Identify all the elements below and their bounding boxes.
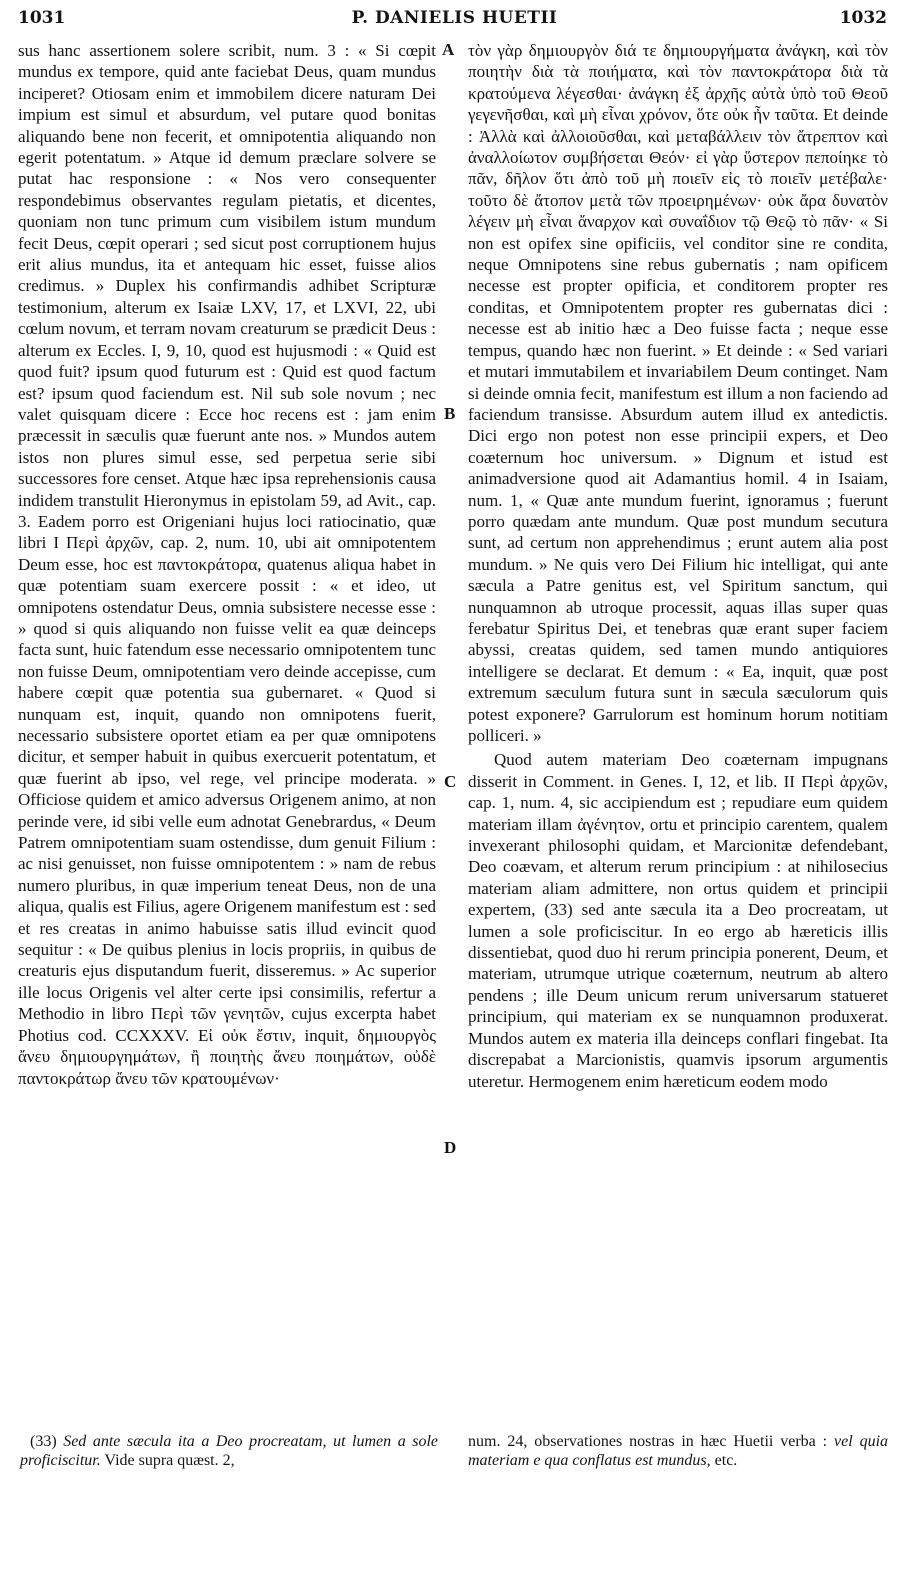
left-column — [18, 40, 436, 1089]
footnote-quote: vel quia materiam e qua conflatus est mundus, — [468, 1433, 889, 1469]
footnote-italic-text: Sed ante sæcula ita a Deo procreatam, ut lumen a sole proficiscitur. — [20, 1433, 439, 1469]
footnote-continuation: num. 24, observationes nostras in hæc Huetii verba : — [468, 1433, 828, 1450]
page-number-left: 1031 — [18, 8, 66, 28]
page-header — [0, 6, 909, 34]
right-column — [468, 40, 888, 1092]
margin-letter-d: D — [444, 1138, 457, 1157]
footnote-number: (33) — [30, 1433, 57, 1450]
footnote-end: etc. — [714, 1452, 738, 1469]
margin-letter-c: C — [444, 772, 457, 791]
page-number-right: 1032 — [839, 8, 887, 28]
footnote-text: Vide supra quæst. 2, — [104, 1452, 235, 1469]
margin-letter-a: A — [442, 40, 455, 59]
left-column-text: sus hanc assertionem solere scribit, num. 3 : « Si cœpit mundus ex tempore, quid ante faciebat Deus, quam mundus inciperet? Otiosam enim et immobilem dicere naturam Dei impium est simul et absurdum, vel putare quod bonitas aliquando bene non fecerit, et omnipotentia aliquando non egerit potentatum. » Atque id demum præclare solvere se putat hac responsione : « Nos vero consequenter respondebimus observantes regulam pietatis, et dicentes, quoniam non tunc primum cum visibilem istum mundum fecit Deus, cœpit operari ; sed sicut post corruptionem hujus erit alius mundus, ita et antequam hic esset, fuisse alios credimus. » Duplex his confirmandis adhibet Scripturæ testimonium, alterum ex Isaiæ LXV, 17, et LXVI, 22, ubi cœlum novum, et terram novam creaturum se prædicit Deus : alterum ex Eccles. I, 9, 10, quod est hujusmodi : « Quid est quod fuit? ipsum quod futurum est : Quid est quod factum est? ipsum quod faciendum est. Nil sub sole novum ; nec valet quisquam dicere : Ecce hoc recens est : jam enim præcessit in sæculis quæ fuerunt ante nos. » Mundos autem istos non plures simul esse, sed perpetua serie sibi successores fore censet. Atque hæc ipsa reprehensionis causa indidem transtulit Hieronymus in epistolam 59, ad Avit., cap. 3. Eadem porro est Origeniani hujus loci ratiocinatio, quæ libri I Περὶ ἀρχῶν, cap. 2, num. 10, ubi ait omnipotentem Deum esse, hoc est παντοκράτορα, quatenus aliqua habet in quæ potentiam suam exercere possit : « et ideo, ut omnipotens ostendatur Deus, omnia subsistere necesse esse : » quod si quis aliquando non fuisse velit ea quæ deinceps facta sunt, huic fatendum esse necessario omnipotentem tunc non fuisse Deum, omnipotentiam vero deinde accepisse, cum habere cœpit quæ potentia sua gubernaret. « Quod si nunquam est, inquit, quando non omnipotens fuerit, necessario subsistere oportet etiam ea per quæ omnipotens dicitur, et semper habuit in quibus exercuerit potentatum, et quæ fuerint ab ipso, vel rege, vel principe moderata. » Officiose quidem et amico adversus Origenem animo, at non perinde vere, id sibi velle eum adnotat Genebrardus, « Deum Patrem omnipotentiam suam ostendisse, dum genuit Filium : ac nisi genuisset, non fuisse omnipotentem : » nam de rebus numero pluribus, in quæ imperium teneat Deus, non de una aliqua, qualis est Filius, agere Origenem manifestum est : sed et res creatas in animo habuisse satis illud evincit quod sequitur : « De quibus plenius in locis propriis, in quibus de creaturis ejus disputandum fuerit, disseremus. » Ac superior ille locus Origenis vel alter certe ipsi consimilis, refertur a Methodio in libro Περὶ τῶν γενητῶν, cujus excerpta habet Photius cod. CCXXXV. Εἰ οὐκ ἔστιν, inquit, δημιουργὸς ἄνευ δημιουργημάτων, ἢ ποιητὴς ἄνευ ποιημάτων, οὐδὲ παντοκράτωρ ἄνευ τῶν κρατουμένων· — [18, 41, 436, 1088]
footnote-left — [20, 1432, 438, 1470]
right-column-paragraph-2: Quod autem materiam Deo coæternam impugnans disserit in Comment. in Genes. I, 12, et lib. II Περὶ ἀρχῶν, cap. 1, num. 4, sic accipiendum est ; repudiare eum quidem materiam illam ἀγένητον, ortu et principio carentem, qualem invexerant philosophi quidam, et Marcionitæ defendebant, Deo coævam, et alterum rerum principium : at nihilosecius materiam aliam admittere, non ortus quidem et principii expertem, (33) sed ante sæcula ita a Deo procreatam, ut lumen a sole proficiscitur. In eo ergo ab hæreticis illis dissentiebat, quod duo hi rerum principia ponerent, Deum, et materiam, utrumque utrique coæternum, neutrum ab altero pendens ; ille Deum unicum rerum universarum statueret principium, qui materiam ex se nunquamnon produxerat. Mundos autem ex materia illa deinceps conflari fingebat. Ita discrepabat a Marcionistis, quamvis ipsorum argumentis uteretur. Hermogenem enim hæreticum eodem modo — [468, 750, 888, 1091]
margin-letter-b: B — [444, 404, 456, 423]
right-column-paragraph-1: τὸν γὰρ δημιουργὸν διά τε δημιουργήματα ἀνάγκη, καὶ τὸν ποιητὴν διὰ τὰ ποιήματα, καὶ τὸν παντοκράτορα διὰ τὰ κρατούμενα λέγεσθαι· ἀνάγκη ἐξ ἀρχῆς αὐτὰ ὑπὸ τοῦ Θεοῦ γεγενῆσθαι, καὶ μὴ εἶναι χρόνον, ὅτε οὐκ ἦν ταῦτα. Et deinde : Ἀλλὰ καὶ ἀλλοιοῦσθαι, καὶ μεταβάλλειν τὸν ἄτρεπτον καὶ ἀναλλοίωτον συμβήσεται Θεόν· εἰ γὰρ ὕστερον πεποίηκε τὸ πᾶν, δῆλον ὅτι ἀπὸ τοῦ μὴ ποιεῖν εἰς τὸ ποιεῖν μετέβαλε· τοῦτο δὲ ἄτοπον μετὰ τῶν προειρημένων· οὐκ ἄρα δυνατὸν λέγειν μὴ εἶναι ἄναρχον καὶ συναΐδιον τῷ Θεῷ τὸ πᾶν· « Si non est opifex sine opificiis, vel conditor sine re condita, neque Omnipotens sine rebus gubernatis ; nam opificem necesse est propter opificia, et conditorem propter res conditas, et Omnipotentem propter res gubernatas dici : necesse est ab initio hæc a Deo fuisse facta ; neque esse tempus, quando hæc non fuerint. » Et deinde : « Sed variari et mutari immutabilem et invariabilem Deum continget. Nam si deinde omnia fecit, manifestum est illum a non faciendo ad faciendum transisse. Absurdum autem illud ex antedictis. Dici ergo non potest non esse principii expers, et Deo coæternum hoc universum. » Dignum et istud est animadversione quod ait Adamantius homil. 4 in Isaiam, num. 1, « Quæ ante mundum fuerint, ignoramus ; fuerunt porro quædam ante mundum. Quæ post mundum secutura sunt, ad certum non apprehendimus ; erunt autem alia post mundum. » Ne quis vero Dei Filium hic intelligat, qui ante sæcula a Patre genitus est, vel Spiritum sanctum, qui nunquamnon ab utroque processit, aquas illas super quas ferebatur Spiritus Dei, et tenebras quæ erant super faciem abyssi, creatas quidem, sed tamen mundo antiquiores intelligere se declarat. Et demum : « Ea, inquit, quæ post extremum sæculum futura sunt in sæcula sæculorum quis potest exponere? Garrulorum est hominum horum notitiam polliceri. » — [468, 41, 888, 745]
footnote-right — [468, 1432, 888, 1470]
running-title: P. DANIELIS HUETII — [351, 8, 558, 28]
